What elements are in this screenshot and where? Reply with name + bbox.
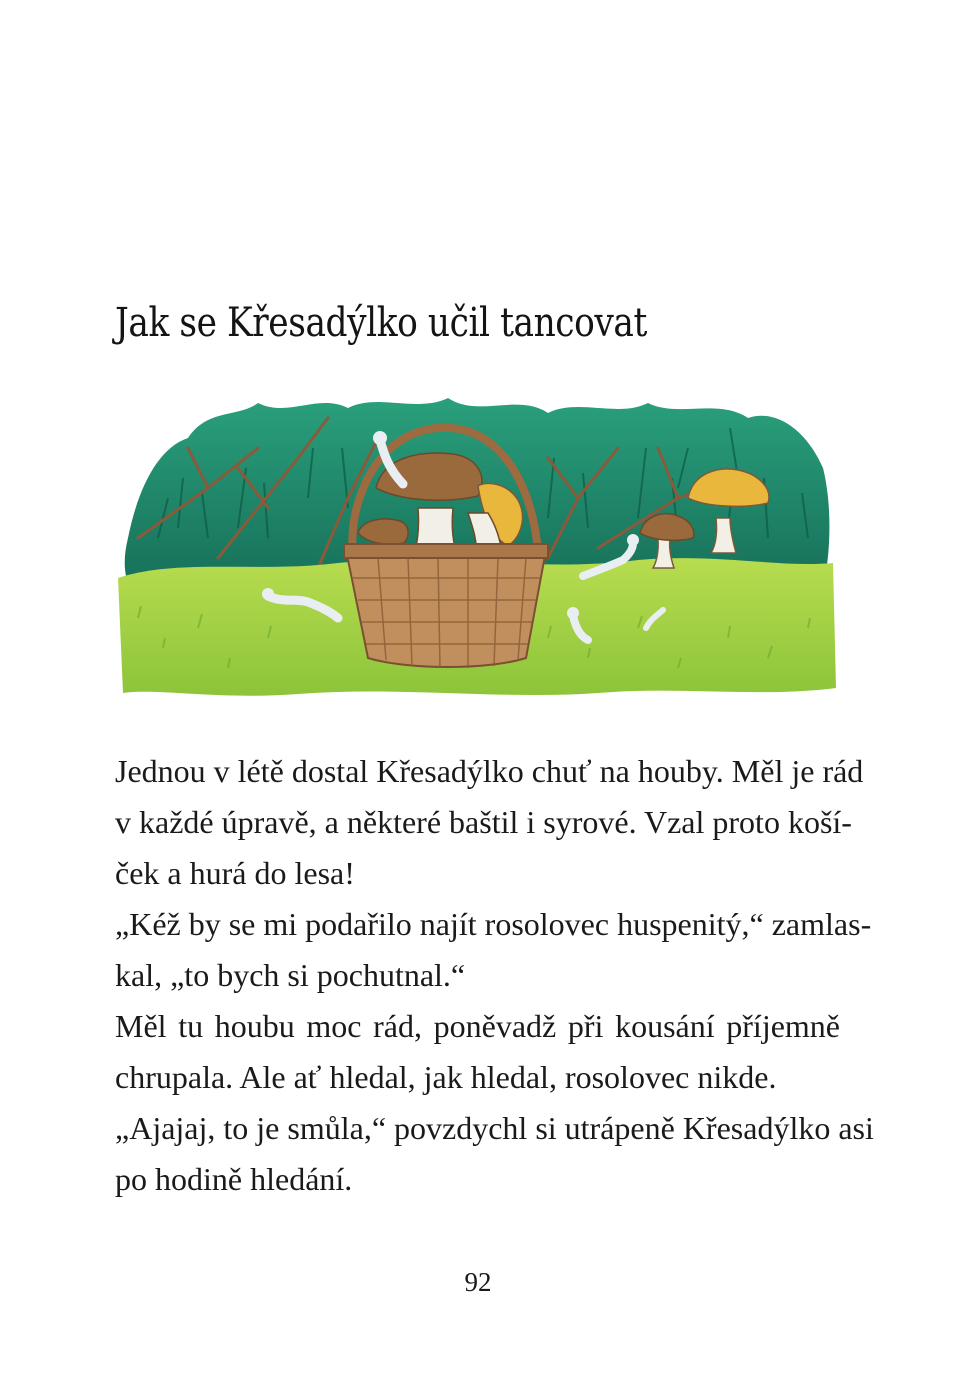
story-line-3: ček a hurá do lesa! — [115, 855, 355, 891]
story-line-9: po hodině hledání. — [115, 1161, 353, 1197]
illustration-mushroom-basket — [118, 388, 838, 700]
story-line-4: „Kéž by se mi podařilo najít rosolovec huspenitý,“ zamlas- — [115, 906, 872, 942]
chapter-title: Jak se Křesadýlko učil tancovat — [115, 300, 647, 346]
story-line-1: Jednou v létě dostal Křesadýlko chuť na houby. Měl je rád — [115, 753, 864, 789]
story-line-6: Měl tu houbu moc rád, poněvadž při kousání příjemně — [115, 1008, 840, 1044]
story-line-5: kal, „to bych si pochutnal.“ — [115, 957, 466, 993]
page-number: 92 — [464, 1267, 492, 1297]
story-text — [115, 746, 874, 1205]
story-line-2: v každé úpravě, a některé baštil i syrové. Vzal proto koší- — [115, 804, 852, 840]
story-line-7: chrupala. Ale ať hledal, jak hledal, rosolovec nikde. — [115, 1059, 777, 1095]
story-line-8: „Ajajaj, to je smůla,“ povzdychl si utrápeně Křesadýlko asi — [115, 1110, 874, 1146]
